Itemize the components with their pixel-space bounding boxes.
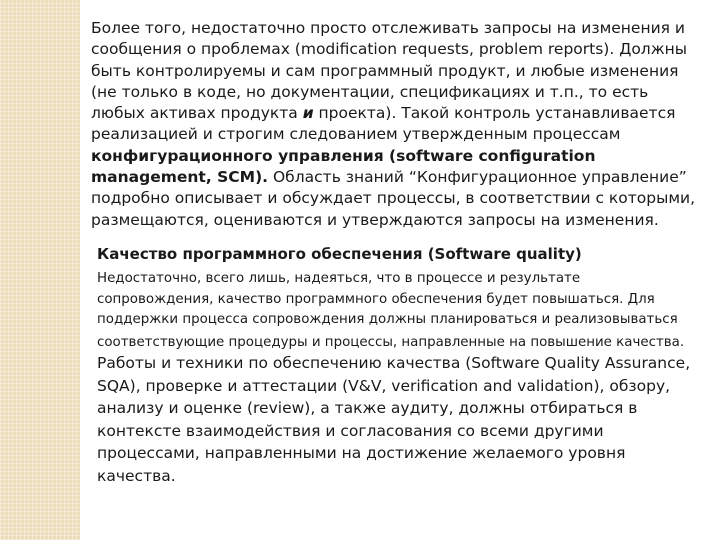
paragraph-text: Область знаний “Конфигурационное управление” подробно описывает и обсуждает процессы, в соответствии с которыми, размещаются, оцениваются и утверждаются запросы на изменения. bbox=[91, 168, 696, 229]
paragraph-text-small: Недостаточно, всего лишь, надеяться, что в процессе и результате сопровождения, качество программного обеспечения будет повышаться. Для поддержки процесса сопровождения должны планироваться и реализовываться соответствующие процедуры и процессы, направленные на повышение качества. bbox=[97, 271, 685, 350]
paragraph-configuration-management bbox=[91, 18, 701, 231]
paragraph-text: проекта). Такой контроль устанавливается реализацией и строгим следованием утвержденным процессам bbox=[91, 104, 676, 144]
paragraph-text-large: Работы и техники по обеспечению качества (Software Quality Assurance, SQA), проверке и аттестации (V&V, verification and validation), обзору, анализу и оценке (review), а также аудиту, должны отбираться в контексте взаимодействия и согласования со всеми другими процессами, направленными на достижение желаемого уровня качества. bbox=[97, 354, 691, 485]
emphasized-word: и bbox=[302, 104, 314, 123]
paragraph-software-quality bbox=[97, 269, 697, 488]
paragraph-text: Более того, недостаточно просто отслеживать запросы на изменения и сообщения о проблемах (modification requests, problem reports). Должны быть контролируемы и сам программный продукт, и любые изменения (не только в коде, но документации, спецификациях и т.п., то есть любых активах продукта bbox=[91, 19, 688, 123]
decorative-side-strip bbox=[0, 0, 80, 540]
section-heading-software-quality: Качество программного обеспечения (Software quality) bbox=[97, 245, 582, 263]
bold-term: конфигурационного управления (software configuration management, SCM). bbox=[91, 146, 596, 187]
